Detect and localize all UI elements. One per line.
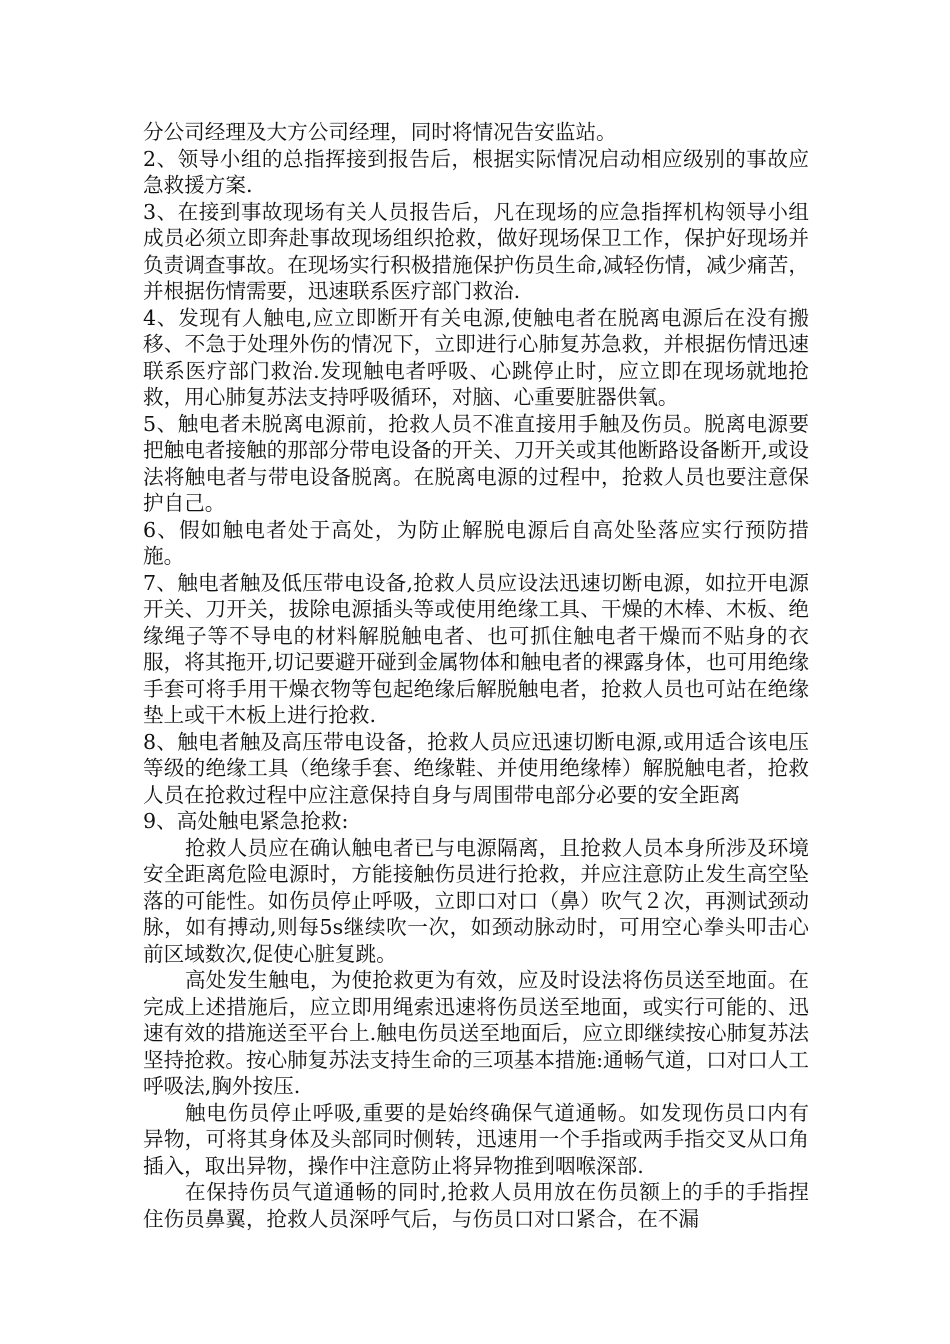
paragraph-item-4: 4、发现有人触电,应立即断开有关电源,使触电者在脱离电源后在没有搬移、不急于处理外伤的情况下，立即进行心肺复苏急救，并根据伤情迅速联系医疗部门救治.发现触电者呼吸、心跳停止时，应立即在现场就地抢救，用心肺复苏法支持呼吸循环，对脑、心重要脏器供氧。 <box>143 305 809 409</box>
paragraph-item-7: 7、触电者触及低压带电设备,抢救人员应设法迅速切断电源，如拉开电源开关、刀开关，拔除电源插头等或使用绝缘工具、干燥的木棒、木板、绝缘绳子等不导电的材料解脱触电者、也可抓住触电者干燥而不贴身的衣服，将其拖开,切记要避开碰到金属物体和触电者的裸露身体，也可用绝缘手套可将手用干燥衣物等包起绝缘后解脱触电者，抢救人员也可站在绝缘垫上或干木板上进行抢救. <box>143 570 809 727</box>
paragraph-airway: 触电伤员停止呼吸,重要的是始终确保气道通畅。如发现伤员口内有异物，可将其身体及头部同时侧转，迅速用一个手指或两手指交叉从口角插入，取出异物，操作中注意防止将异物推到咽喉深部. <box>143 1100 809 1178</box>
paragraph-mouth-to-mouth: 在保持伤员气道通畅的同时,抢救人员用放在伤员额上的手的手指捏住伤员鼻翼，抢救人员深呼气后，与伤员口对口紧合，在不漏 <box>143 1180 809 1231</box>
paragraph-item-2: 2、领导小组的总指挥接到报告后，根据实际情况启动相应级别的事故应急救援方案. <box>143 146 809 197</box>
paragraph-item-3: 3、在接到事故现场有关人员报告后，凡在现场的应急指挥机构领导小组成员必须立即奔赴事故现场组织抢救，做好现场保卫工作，保护好现场并负责调查事故。在现场实行积极措施保护伤员生命,减轻伤情，减少痛苦，并根据伤情需要，迅速联系医疗部门救治. <box>143 199 809 303</box>
paragraph-item-6: 6、假如触电者处于高处，为防止解脱电源后自高处坠落应实行预防措施。 <box>143 517 809 568</box>
paragraph-rescue-procedure: 抢救人员应在确认触电者已与电源隔离，且抢救人员本身所涉及环境安全距离危险电源时，方能接触伤员进行抢救，并应注意防止发生高空坠落的可能性。如伤员停止呼吸，立即口对口（鼻）吹气２次，再测试颈动脉，如有搏动,则每5s继续吹一次，如颈动脉动时，可用空心拳头叩击心前区域数次,促使心脏复跳。 <box>143 835 809 966</box>
paragraph-item-8: 8、触电者触及高压带电设备，抢救人员应迅速切断电源,或用适合该电压等级的绝缘工具（绝缘手套、绝缘鞋、并使用绝缘棒）解脱触电者，抢救人员在抢救过程中应注意保持自身与周围带电部分必要的安全距离 <box>143 729 809 807</box>
paragraph-continuation: 分公司经理及大方公司经理，同时将情况告安监站。 <box>143 120 617 144</box>
paragraph-high-place-rescue: 高处发生触电，为使抢救更为有效，应及时设法将伤员送至地面。在完成上述措施后，应立即用绳索迅速将伤员送至地面，或实行可能的、迅速有效的措施送至平台上.触电伤员送至地面后，应立即继续按心肺复苏法坚持抢救。按心肺复苏法支持生命的三项基本措施:通畅气道，口对口人工呼吸法,胸外按压. <box>143 968 809 1098</box>
document-body <box>143 119 809 1232</box>
paragraph-item-5: 5、触电者未脱离电源前，抢救人员不准直接用手触及伤员。脱离电源要把触电者接触的那部分带电设备的开关、刀开关或其他断路设备断开,或设法将触电者与带电设备脱离。在脱离电源的过程中，抢救人员也要注意保护自己。 <box>143 411 809 515</box>
paragraph-item-9-heading: 9、高处触电紧急抢救: <box>143 809 349 833</box>
